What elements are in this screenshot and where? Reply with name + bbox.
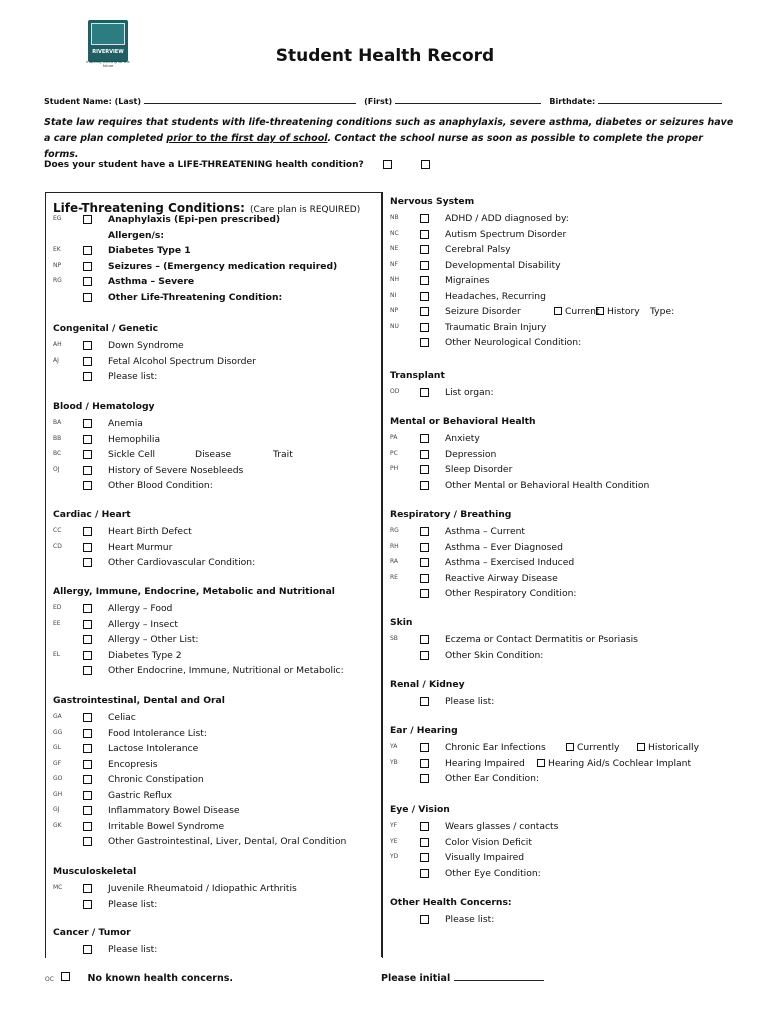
condition-label: Sickle Cell: [108, 449, 156, 460]
notice-text: State law requires that students with life-threatening conditions such as anaphylaxis, severe asthma, diabetes or seizures have a care plan completed: [44, 117, 734, 144]
condition-checkbox[interactable]: [83, 884, 92, 893]
condition-label: Other Blood Condition:: [108, 480, 213, 491]
condition-checkbox[interactable]: [83, 837, 92, 846]
condition-code: NU: [390, 322, 399, 330]
condition-label: Other Neurological Condition:: [445, 337, 582, 348]
sickle-trait: [273, 447, 293, 462]
condition-code: NH: [390, 276, 399, 283]
condition-label: Heart Birth Defect: [108, 526, 192, 537]
seizure-type-label: Type:: [650, 306, 675, 317]
hearing-aid: [531, 756, 691, 771]
condition-label: ADHD / ADD diagnosed by:: [445, 213, 569, 224]
condition-checkbox[interactable]: [83, 760, 92, 769]
condition-code: RA: [390, 558, 399, 565]
condition-checkbox[interactable]: [420, 635, 429, 644]
initial-field[interactable]: [454, 972, 544, 981]
condition-label: Asthma – Exercised Induced: [445, 557, 575, 568]
condition-checkbox[interactable]: [83, 372, 92, 381]
condition-checkbox[interactable]: [83, 558, 92, 567]
condition-label: Hemophilia: [108, 433, 161, 445]
condition-label: List organ:: [445, 387, 494, 398]
condition-label: Irritable Bowel Syndrome: [108, 820, 225, 832]
condition-checkbox[interactable]: [83, 435, 92, 444]
condition-label: Other Ear Condition:: [445, 773, 540, 784]
condition-label: Allergen/s:: [108, 229, 165, 241]
condition-label: Visually Impaired: [445, 852, 525, 863]
section-title: Respiratory / Breathing: [390, 509, 512, 520]
condition-code: EK: [53, 246, 61, 253]
birthdate-label: Birthdate:: [549, 97, 596, 106]
condition-label: Encopresis: [108, 758, 158, 770]
condition-checkbox[interactable]: [420, 558, 429, 567]
condition-label: Anemia: [108, 418, 143, 429]
condition-code: NP: [390, 307, 399, 314]
condition-label: Eczema or Contact Dermatitis or Psoriasis: [445, 634, 638, 645]
condition-label: Other Cardiovascular Condition:: [108, 557, 256, 568]
student-last-name-field[interactable]: [144, 96, 356, 104]
condition-label: Developmental Disability: [445, 259, 561, 271]
condition-checkbox[interactable]: [420, 450, 429, 459]
condition-code: EL: [53, 650, 61, 658]
ear-currently: [560, 740, 620, 755]
condition-label: Other Respiratory Condition:: [445, 588, 577, 599]
section-title: Cardiac / Heart: [53, 509, 131, 520]
sickle-disease: [195, 447, 231, 462]
condition-code: NB: [390, 214, 399, 221]
condition-label: Down Syndrome: [108, 340, 184, 351]
sickle-trait-label: Trait: [273, 449, 293, 460]
condition-code: RE: [390, 573, 398, 581]
ear-historically-label: Historically: [648, 742, 700, 753]
condition-label: Sleep Disorder: [445, 464, 513, 475]
condition-checkbox[interactable]: [420, 853, 429, 862]
condition-code: PH: [390, 465, 399, 472]
notice-text-end: . Contact the school nurse as soon as possible to complete the proper forms.: [44, 133, 703, 160]
condition-checkbox[interactable]: [83, 900, 92, 909]
condition-checkbox[interactable]: [420, 245, 429, 254]
notice-underlined: prior to the first day of school: [166, 133, 328, 144]
condition-label: Allergy – Insect: [108, 618, 178, 630]
condition-checkbox[interactable]: [420, 481, 429, 490]
no-concerns-row: [45, 972, 233, 984]
condition-label: Other Mental or Behavioral Health Condition: [445, 479, 650, 491]
condition-checkbox[interactable]: [83, 543, 92, 552]
condition-checkbox[interactable]: [420, 543, 429, 552]
condition-label: Reactive Airway Disease: [445, 572, 558, 584]
condition-checkbox[interactable]: [420, 276, 429, 285]
student-first-name-field[interactable]: [395, 96, 541, 104]
section-title: Ear / Hearing: [390, 725, 458, 736]
life-threatening-question: [44, 160, 430, 170]
condition-label: Allergy – Other List:: [108, 634, 199, 645]
condition-label: Please list:: [108, 944, 158, 955]
condition-label: Cerebral Palsy: [445, 244, 511, 255]
condition-checkbox[interactable]: [83, 945, 92, 954]
condition-checkbox[interactable]: [83, 215, 92, 224]
seizure-history-label: History: [607, 306, 640, 317]
sickle-disease-label: Disease: [195, 449, 232, 460]
condition-label: Food Intolerance List:: [108, 727, 207, 739]
section-title: Eye / Vision: [390, 804, 450, 815]
condition-code: RG: [390, 527, 399, 534]
condition-checkbox[interactable]: [420, 838, 429, 847]
seizure-current-checkbox[interactable]: [554, 307, 562, 315]
hearing-aid-checkbox[interactable]: [537, 759, 545, 767]
hearing-aid-label: Hearing Aid/s Cochlear Implant: [548, 757, 692, 769]
condition-label: Inflammatory Bowel Disease: [108, 805, 240, 816]
condition-label: Diabetes Type 2: [108, 649, 182, 661]
condition-code: MC: [53, 884, 63, 891]
condition-label: Autism Spectrum Disorder: [445, 228, 567, 240]
condition-checkbox[interactable]: [420, 822, 429, 831]
condition-label: Juvenile Rheumatoid / Idiopathic Arthritis: [108, 883, 297, 894]
condition-checkbox[interactable]: [420, 574, 429, 583]
condition-checkbox[interactable]: [420, 651, 429, 660]
condition-checkbox[interactable]: [83, 806, 92, 815]
condition-checkbox[interactable]: [83, 775, 92, 784]
condition-code: EG: [53, 215, 62, 222]
section-title: Cancer / Tumor: [53, 927, 131, 938]
condition-code: CC: [53, 527, 62, 534]
condition-code: NI: [390, 291, 397, 299]
condition-label: Traumatic Brain Injury: [445, 321, 547, 333]
condition-code: YB: [390, 758, 398, 766]
condition-code: RG: [53, 277, 62, 284]
initial-row: [381, 972, 544, 984]
condition-label: Fetal Alcohol Spectrum Disorder: [108, 355, 256, 367]
condition-checkbox[interactable]: [83, 604, 92, 613]
condition-label: Please list:: [445, 914, 495, 925]
condition-checkbox[interactable]: [83, 357, 92, 366]
no-concerns-checkbox[interactable]: [61, 972, 70, 981]
condition-code: OD: [390, 388, 400, 395]
condition-checkbox[interactable]: [420, 589, 429, 598]
condition-checkbox[interactable]: [83, 713, 92, 722]
condition-checkbox[interactable]: [83, 481, 92, 490]
condition-code: BC: [53, 450, 62, 457]
condition-code: GO: [53, 775, 63, 782]
condition-code: CD: [53, 542, 62, 550]
condition-checkbox[interactable]: [420, 214, 429, 223]
seizure-current-label: Current: [565, 306, 600, 317]
condition-code: RH: [390, 542, 399, 550]
condition-checkbox[interactable]: [83, 293, 92, 302]
condition-code: GF: [53, 759, 62, 767]
logo-tagline: Inspiring learning for the future: [86, 60, 130, 68]
condition-code: SB: [390, 635, 398, 642]
ltc-subtitle: (Care plan is REQUIRED): [250, 205, 361, 215]
condition-code: EE: [53, 619, 61, 627]
condition-label: Please list:: [108, 898, 158, 910]
condition-checkbox[interactable]: [420, 292, 429, 301]
condition-code: OJ: [53, 465, 60, 473]
condition-checkbox[interactable]: [420, 465, 429, 474]
student-first-name-label: (First): [364, 97, 393, 106]
condition-checkbox[interactable]: [83, 791, 92, 800]
question-text: Does your student have a LIFE-THREATENING health condition?: [44, 160, 364, 170]
section-title: Transplant: [390, 370, 445, 381]
seizure-history: [590, 304, 640, 319]
condition-label: Color Vision Deficit: [445, 836, 532, 848]
condition-checkbox[interactable]: [83, 635, 92, 644]
initial-label: Please initial: [381, 973, 451, 984]
condition-label: Chronic Constipation: [108, 774, 204, 785]
condition-code: GL: [53, 744, 61, 751]
no-concerns-code: OC: [45, 976, 54, 983]
state-law-notice: [44, 115, 734, 163]
condition-checkbox[interactable]: [420, 261, 429, 270]
condition-checkbox[interactable]: [83, 262, 92, 271]
condition-code: YF: [390, 822, 398, 829]
condition-code: BB: [53, 434, 62, 442]
condition-checkbox[interactable]: [83, 651, 92, 660]
condition-checkbox[interactable]: [83, 822, 92, 831]
condition-code: GG: [53, 728, 63, 736]
condition-label: Anxiety: [445, 433, 480, 444]
condition-checkbox[interactable]: [420, 434, 429, 443]
condition-code: GA: [53, 713, 62, 720]
condition-label: Other Life-Threatening Condition:: [108, 291, 283, 303]
condition-checkbox[interactable]: [83, 450, 92, 459]
condition-code: BA: [53, 419, 62, 426]
condition-label: Headaches, Recurring: [445, 290, 546, 302]
condition-code: AJ: [53, 356, 59, 364]
condition-checkbox[interactable]: [420, 527, 429, 536]
condition-code: NP: [53, 261, 62, 269]
condition-label: Lactose Intolerance: [108, 743, 199, 754]
condition-code: YA: [390, 743, 398, 750]
ear-historically: [631, 740, 699, 755]
condition-checkbox[interactable]: [83, 466, 92, 475]
condition-checkbox[interactable]: [83, 277, 92, 286]
condition-code: GH: [53, 790, 63, 798]
condition-checkbox[interactable]: [83, 419, 92, 428]
condition-checkbox[interactable]: [420, 743, 429, 752]
condition-label: Other Skin Condition:: [445, 649, 544, 661]
condition-label: Other Endocrine, Immune, Nutritional or Metabolic:: [108, 665, 344, 676]
ear-currently-checkbox[interactable]: [566, 743, 574, 751]
condition-checkbox[interactable]: [420, 774, 429, 783]
section-title: Gastrointestinal, Dental and Oral: [53, 695, 225, 706]
birthdate-field[interactable]: [598, 96, 722, 104]
condition-label: Asthma – Ever Diagnosed: [445, 541, 563, 553]
yes-checkbox[interactable]: [383, 160, 392, 169]
seizure-history-checkbox[interactable]: [596, 307, 604, 315]
condition-checkbox[interactable]: [420, 697, 429, 706]
condition-checkbox[interactable]: [420, 915, 429, 924]
section-title: Skin: [390, 617, 413, 628]
logo-wordmark: RIVERVIEW: [92, 49, 124, 55]
condition-label: Please list:: [108, 371, 158, 382]
condition-checkbox[interactable]: [83, 620, 92, 629]
condition-label: Celiac: [108, 712, 136, 723]
condition-code: NF: [390, 260, 398, 268]
no-concerns-label: No known health concerns.: [87, 973, 233, 984]
condition-code: PC: [390, 449, 398, 457]
ear-historically-checkbox[interactable]: [637, 743, 645, 751]
condition-code: YD: [390, 853, 399, 860]
condition-label: Seizure Disorder: [445, 306, 521, 317]
condition-code: YE: [390, 837, 398, 845]
condition-label: Diabetes Type 1: [108, 245, 191, 256]
section-title: Renal / Kidney: [390, 679, 465, 690]
condition-label: Depression: [445, 448, 497, 460]
condition-code: ED: [53, 604, 62, 611]
condition-label: Heart Murmur: [108, 541, 173, 553]
section-title: Other Health Concerns:: [390, 897, 512, 908]
section-title: Blood / Hematology: [53, 401, 155, 412]
condition-checkbox[interactable]: [83, 246, 92, 255]
condition-label: Other Eye Condition:: [445, 867, 541, 879]
condition-label: Other Gastrointestinal, Liver, Dental, Oral Condition: [108, 836, 347, 847]
section-title: Mental or Behavioral Health: [390, 416, 536, 427]
condition-label: Anaphylaxis (Epi-pen prescribed): [108, 214, 281, 225]
condition-checkbox[interactable]: [420, 338, 429, 347]
condition-code: PA: [390, 434, 398, 441]
condition-label: Please list:: [445, 696, 495, 707]
condition-checkbox[interactable]: [420, 869, 429, 878]
column-divider: [381, 192, 382, 957]
condition-code: NC: [390, 229, 399, 237]
ear-currently-label: Currently: [577, 742, 620, 753]
condition-label: Migraines: [445, 275, 490, 286]
condition-checkbox[interactable]: [83, 666, 92, 675]
seizure-type: [650, 304, 674, 319]
page-title: Student Health Record: [275, 46, 495, 66]
condition-checkbox[interactable]: [83, 527, 92, 536]
condition-checkbox[interactable]: [420, 230, 429, 239]
condition-checkbox[interactable]: [83, 729, 92, 738]
condition-code: AH: [53, 341, 62, 348]
condition-label: Hearing Impaired: [445, 757, 525, 769]
condition-label: Chronic Ear Infections: [445, 742, 546, 753]
condition-label: Gastric Reflux: [108, 789, 173, 801]
condition-checkbox[interactable]: [83, 744, 92, 753]
condition-checkbox[interactable]: [420, 307, 429, 316]
student-last-name-label: Student Name: (Last): [44, 97, 141, 106]
section-title: Nervous System: [390, 196, 475, 207]
condition-label: Seizures – (Emergency medication required): [108, 260, 338, 272]
section-title: Musculoskeletal: [53, 866, 137, 877]
condition-code: GK: [53, 821, 62, 829]
condition-label: Asthma – Severe: [108, 276, 195, 287]
condition-label: Asthma – Current: [445, 526, 526, 537]
condition-checkbox[interactable]: [420, 323, 429, 332]
condition-code: NE: [390, 245, 399, 252]
condition-checkbox[interactable]: [420, 759, 429, 768]
condition-checkbox[interactable]: [420, 388, 429, 397]
section-title: Allergy, Immune, Endocrine, Metabolic and Nutritional: [53, 586, 335, 597]
ltc-title: Life-Threatening Conditions:: [53, 201, 245, 215]
condition-code: GJ: [53, 806, 60, 813]
condition-label: Allergy – Food: [108, 603, 173, 614]
condition-checkbox[interactable]: [83, 341, 92, 350]
no-checkbox[interactable]: [421, 160, 430, 169]
condition-label: History of Severe Nosebleeds: [108, 464, 244, 476]
student-info-line: [44, 96, 722, 106]
condition-label: Wears glasses / contacts: [445, 821, 559, 832]
section-title: Congenital / Genetic: [53, 323, 159, 334]
